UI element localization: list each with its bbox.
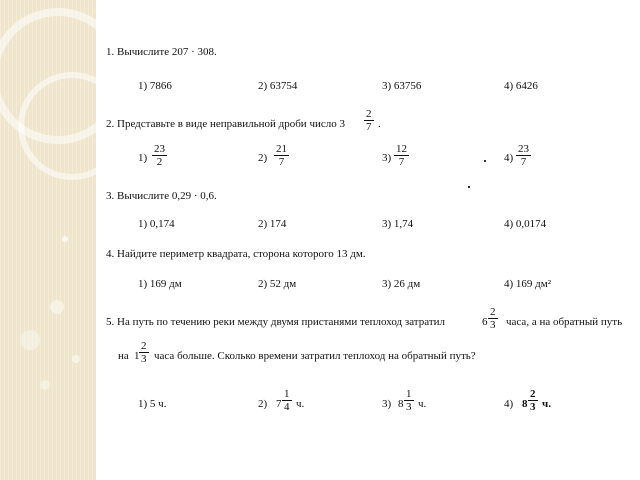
question-3-prompt: 3. Вычислите 0,29 · 0,6.	[106, 190, 217, 202]
q2-option-3-label: 3)	[382, 152, 392, 164]
fraction-numerator: 12	[396, 143, 407, 155]
fraction-denominator: 7	[278, 156, 285, 168]
fraction-numerator: 1	[406, 388, 412, 400]
q2-option-2-label: 2)	[258, 152, 268, 164]
q2-option-4-label: 4)	[504, 152, 514, 164]
fraction-numerator: 23	[518, 143, 529, 155]
q3-option-2: 2) 174	[258, 218, 287, 230]
fraction-numerator: 23	[154, 143, 165, 155]
q5-option-4-fraction	[528, 388, 538, 413]
q2-option-2-fraction	[274, 143, 289, 168]
fraction-denominator: 7	[366, 121, 372, 133]
q1-option-3: 3) 63756	[382, 80, 422, 92]
fraction-denominator: 7	[398, 156, 405, 168]
fraction-denominator: 3	[406, 401, 412, 413]
q2-option-1-fraction	[152, 143, 167, 168]
q3-option-4: 4) 0,0174	[504, 218, 547, 230]
q5-mixed-whole-2: 1	[134, 350, 140, 362]
q5-mixed-whole-1: 6	[482, 316, 488, 328]
q2-option-1-label: 1)	[138, 152, 148, 164]
q1-option-1: 1) 7866	[138, 80, 172, 92]
q5-option-3-label: 3)	[382, 398, 392, 410]
q4-option-4: 4) 169 дм²	[504, 278, 552, 290]
fraction-numerator: 2	[530, 388, 536, 400]
question-5-line-1-end: часа, а на обратный путь	[506, 316, 623, 328]
q5-mixed-fraction-1	[488, 306, 498, 331]
fraction-numerator: 2	[490, 306, 496, 318]
decorative-dot	[50, 300, 64, 314]
q4-option-1: 1) 169 дм	[138, 278, 182, 290]
question-5-line-1: 5. На путь по течению реки между двумя пристанями теплоход затратил	[106, 316, 446, 328]
question-5-line-2: часа больше. Сколько времени затратил теплоход на обратный путь?	[154, 350, 476, 362]
q3-option-1: 1) 0,174	[138, 218, 175, 230]
question-5-line-2-start: на	[118, 350, 129, 362]
decorative-dot	[62, 236, 68, 242]
stray-dot	[484, 160, 486, 162]
q5-option-2-whole: 7	[276, 398, 282, 410]
fraction-numerator: 21	[276, 143, 287, 155]
q2-option-4-fraction	[516, 143, 531, 168]
decorative-dot	[72, 355, 80, 363]
decorative-dot	[40, 380, 50, 390]
decorative-dot	[20, 330, 40, 350]
q2-mixed-fraction	[364, 108, 374, 133]
worksheet	[96, 0, 640, 480]
q1-option-4: 4) 6426	[504, 80, 538, 92]
fraction-numerator: 2	[141, 340, 147, 352]
q1-option-2: 2) 63754	[258, 80, 298, 92]
question-1-prompt: 1. Вычислите 207 · 308.	[106, 46, 217, 58]
q5-option-4-whole: 8	[522, 398, 528, 410]
stray-dot	[468, 186, 470, 188]
q5-option-4-label: 4)	[504, 398, 514, 410]
q5-option-4-unit: ч.	[542, 398, 551, 410]
q5-option-2-fraction	[282, 388, 292, 413]
fraction-denominator: 3	[490, 319, 496, 331]
q5-option-3-unit: ч.	[418, 398, 427, 410]
q5-option-2-unit: ч.	[296, 398, 305, 410]
q5-option-1: 1) 5 ч.	[138, 398, 167, 410]
fraction-denominator: 3	[530, 401, 536, 413]
question-2-prompt: 2. Представьте в виде неправильной дроби число 3	[106, 118, 345, 130]
fraction-denominator: 4	[284, 401, 290, 413]
fraction-denominator: 3	[141, 353, 147, 365]
question-4-prompt: 4. Найдите периметр квадрата, сторона которого 13 дм.	[106, 248, 366, 260]
q2-prompt-period: .	[378, 118, 381, 130]
q3-option-3: 3) 1,74	[382, 218, 414, 230]
fraction-numerator: 1	[284, 388, 290, 400]
q5-option-3-fraction	[404, 388, 414, 413]
q5-option-3-whole: 8	[398, 398, 404, 410]
q4-option-2: 2) 52 дм	[258, 278, 297, 290]
fraction-denominator: 2	[156, 156, 163, 168]
q5-option-2-label: 2)	[258, 398, 268, 410]
fraction-numerator: 2	[366, 108, 372, 120]
decorative-side-panel	[0, 0, 96, 480]
q2-option-3-fraction	[394, 143, 409, 168]
q5-mixed-fraction-2	[139, 340, 149, 365]
fraction-denominator: 7	[520, 156, 527, 168]
q4-option-3: 3) 26 дм	[382, 278, 421, 290]
